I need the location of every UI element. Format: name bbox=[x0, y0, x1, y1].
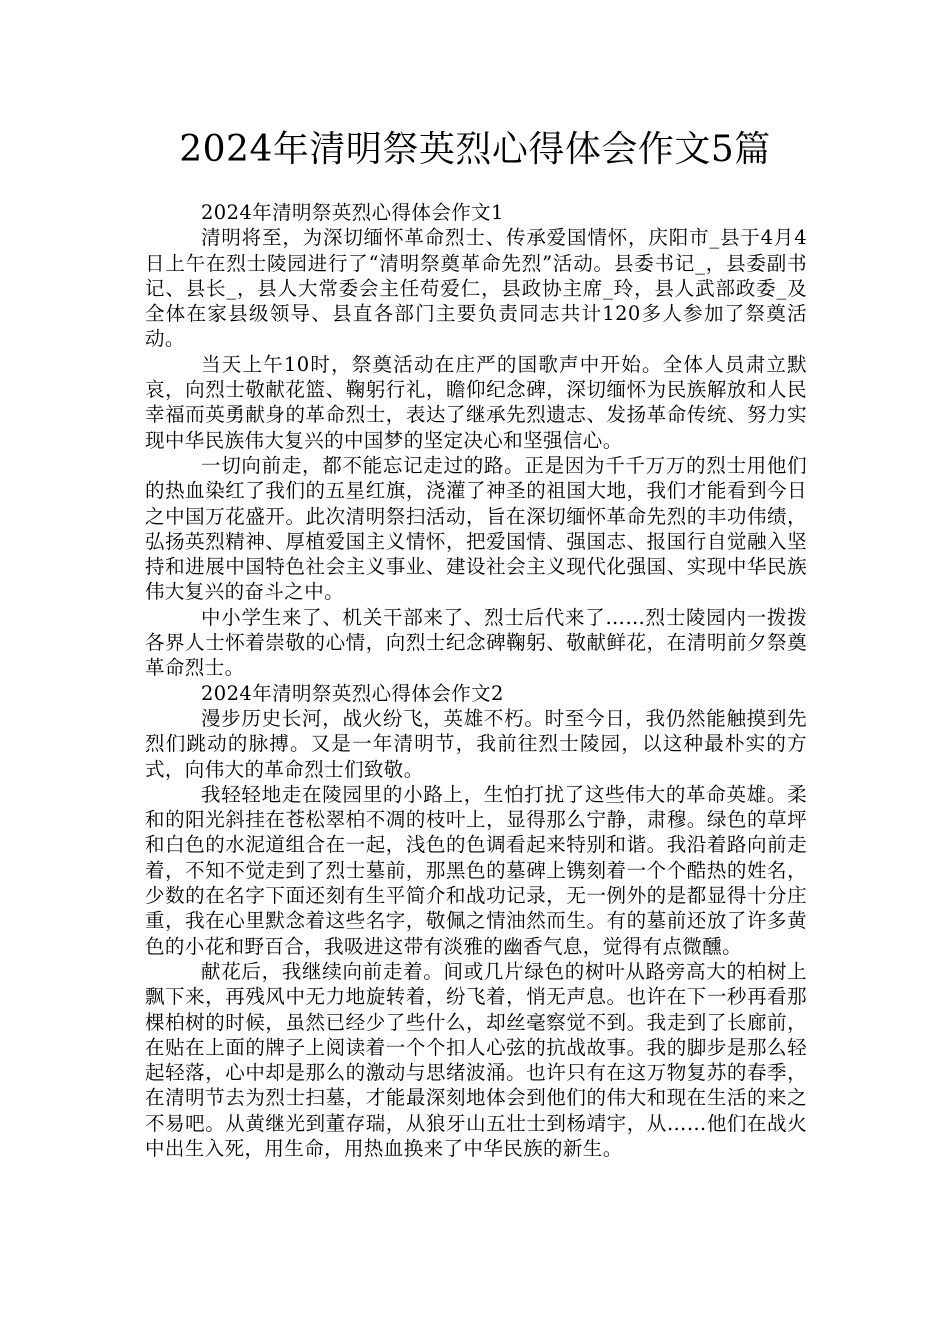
document-body bbox=[145, 200, 807, 1161]
paragraph: 中小学生来了、机关干部来了、烈士后代来了……烈士陵园内一拨拨各界人士怀着崇敬的心情，向烈士纪念碑鞠躬、敬献鲜花，在清明前夕祭奠革命烈士。 bbox=[145, 605, 807, 680]
section-heading: 2024年清明祭英烈心得体会作文1 bbox=[201, 201, 504, 224]
section-heading: 2024年清明祭英烈心得体会作文2 bbox=[201, 681, 504, 705]
paragraph: 献花后，我继续向前走着。间或几片绿色的树叶从路旁高大的柏树上飘下来，再残风中无力地旋转着，纷飞着，悄无声息。也许在下一秒再看那棵柏树的时候，虽然已经少了些什么，却丝毫察觉不到。我走到了长廊前，在贴在上面的牌子上阅读着一个个扣人心弦的抗战故事。我的脚步是那么轻起轻落，心中却是那么的激动与思绪波涌。也许只有在这万物复苏的春季，在清明节去为烈士扫墓，才能最深刻地体会到他们的伟大和现在生活的来之不易吧。从黄继光到董存瑞，从狼牙山五壮士到杨靖宇，从……他们在战火中出生入死，用生命，用热血换来了中华民族的新生。 bbox=[145, 959, 807, 1160]
paragraph: 漫步历史长河，战火纷飞，英雄不朽。时至今日，我仍然能触摸到先烈们跳动的脉搏。又是一年清明节，我前往烈士陵园，以这种最朴实的方式，向伟大的革命烈士们致敬。 bbox=[145, 706, 807, 781]
paragraph: 清明将至，为深切缅怀革命烈士、传承爱国情怀，庆阳市_县于4月4日上午在烈士陵园进行了“清明祭奠革命先烈”活动。县委书记_，县委副书记、县长_，县人大常委会主任苟爱仁，县政协主席_玲，县人武部政委_及全体在家县级领导、县直各部门主要负责同志共计120多人参加了祭奠活动。 bbox=[145, 226, 807, 351]
paragraph: 我轻轻地走在陵园里的小路上，生怕打扰了这些伟大的革命英雄。柔和的阳光斜挂在苍松翠柏不凋的枝叶上，显得那么宁静，肃穆。绿色的草坪和白色的水泥道组合在一起，浅色的色调看起来特别和谐。我沿着路向前走着，不知不觉走到了烈士墓前，那黑色的墓碑上镌刻着一个个酷热的姓名，少数的在名字下面还刻有生平简介和战功记录，无一例外的是都显得十分庄重，我在心里默念着这些名字，敬佩之情油然而生。有的墓前还放了许多黄色的小花和野百合，我吸进这带有淡雅的幽香气息，觉得有点微醺。 bbox=[145, 782, 807, 958]
paragraph: 当天上午10时，祭奠活动在庄严的国歌声中开始。全体人员肃立默哀，向烈士敬献花篮、鞠躬行礼，瞻仰纪念碑，深切缅怀为民族解放和人民幸福而英勇献身的革命烈士，表达了继承先烈遗志、发扬革命传统、努力实现中华民族伟大复兴的中国梦的坚定决心和坚强信心。 bbox=[145, 352, 807, 452]
document-title: 2024年清明祭英烈心得体会作文5篇 bbox=[179, 129, 771, 170]
paragraph: 一切向前走，都不能忘记走过的路。正是因为千千万万的烈士用他们的热血染红了我们的五星红旗，浇灌了神圣的祖国大地，我们才能看到今日之中国万花盛开。此次清明祭扫活动，旨在深切缅怀革命先烈的丰功伟绩，弘扬英烈精神、厚植爱国主义情怀，把爱国情、强国志、报国行自觉融入坚持和进展中国特色社会主义事业、建设社会主义现代化强国、实现中华民族伟大复兴的奋斗之中。 bbox=[145, 453, 807, 604]
